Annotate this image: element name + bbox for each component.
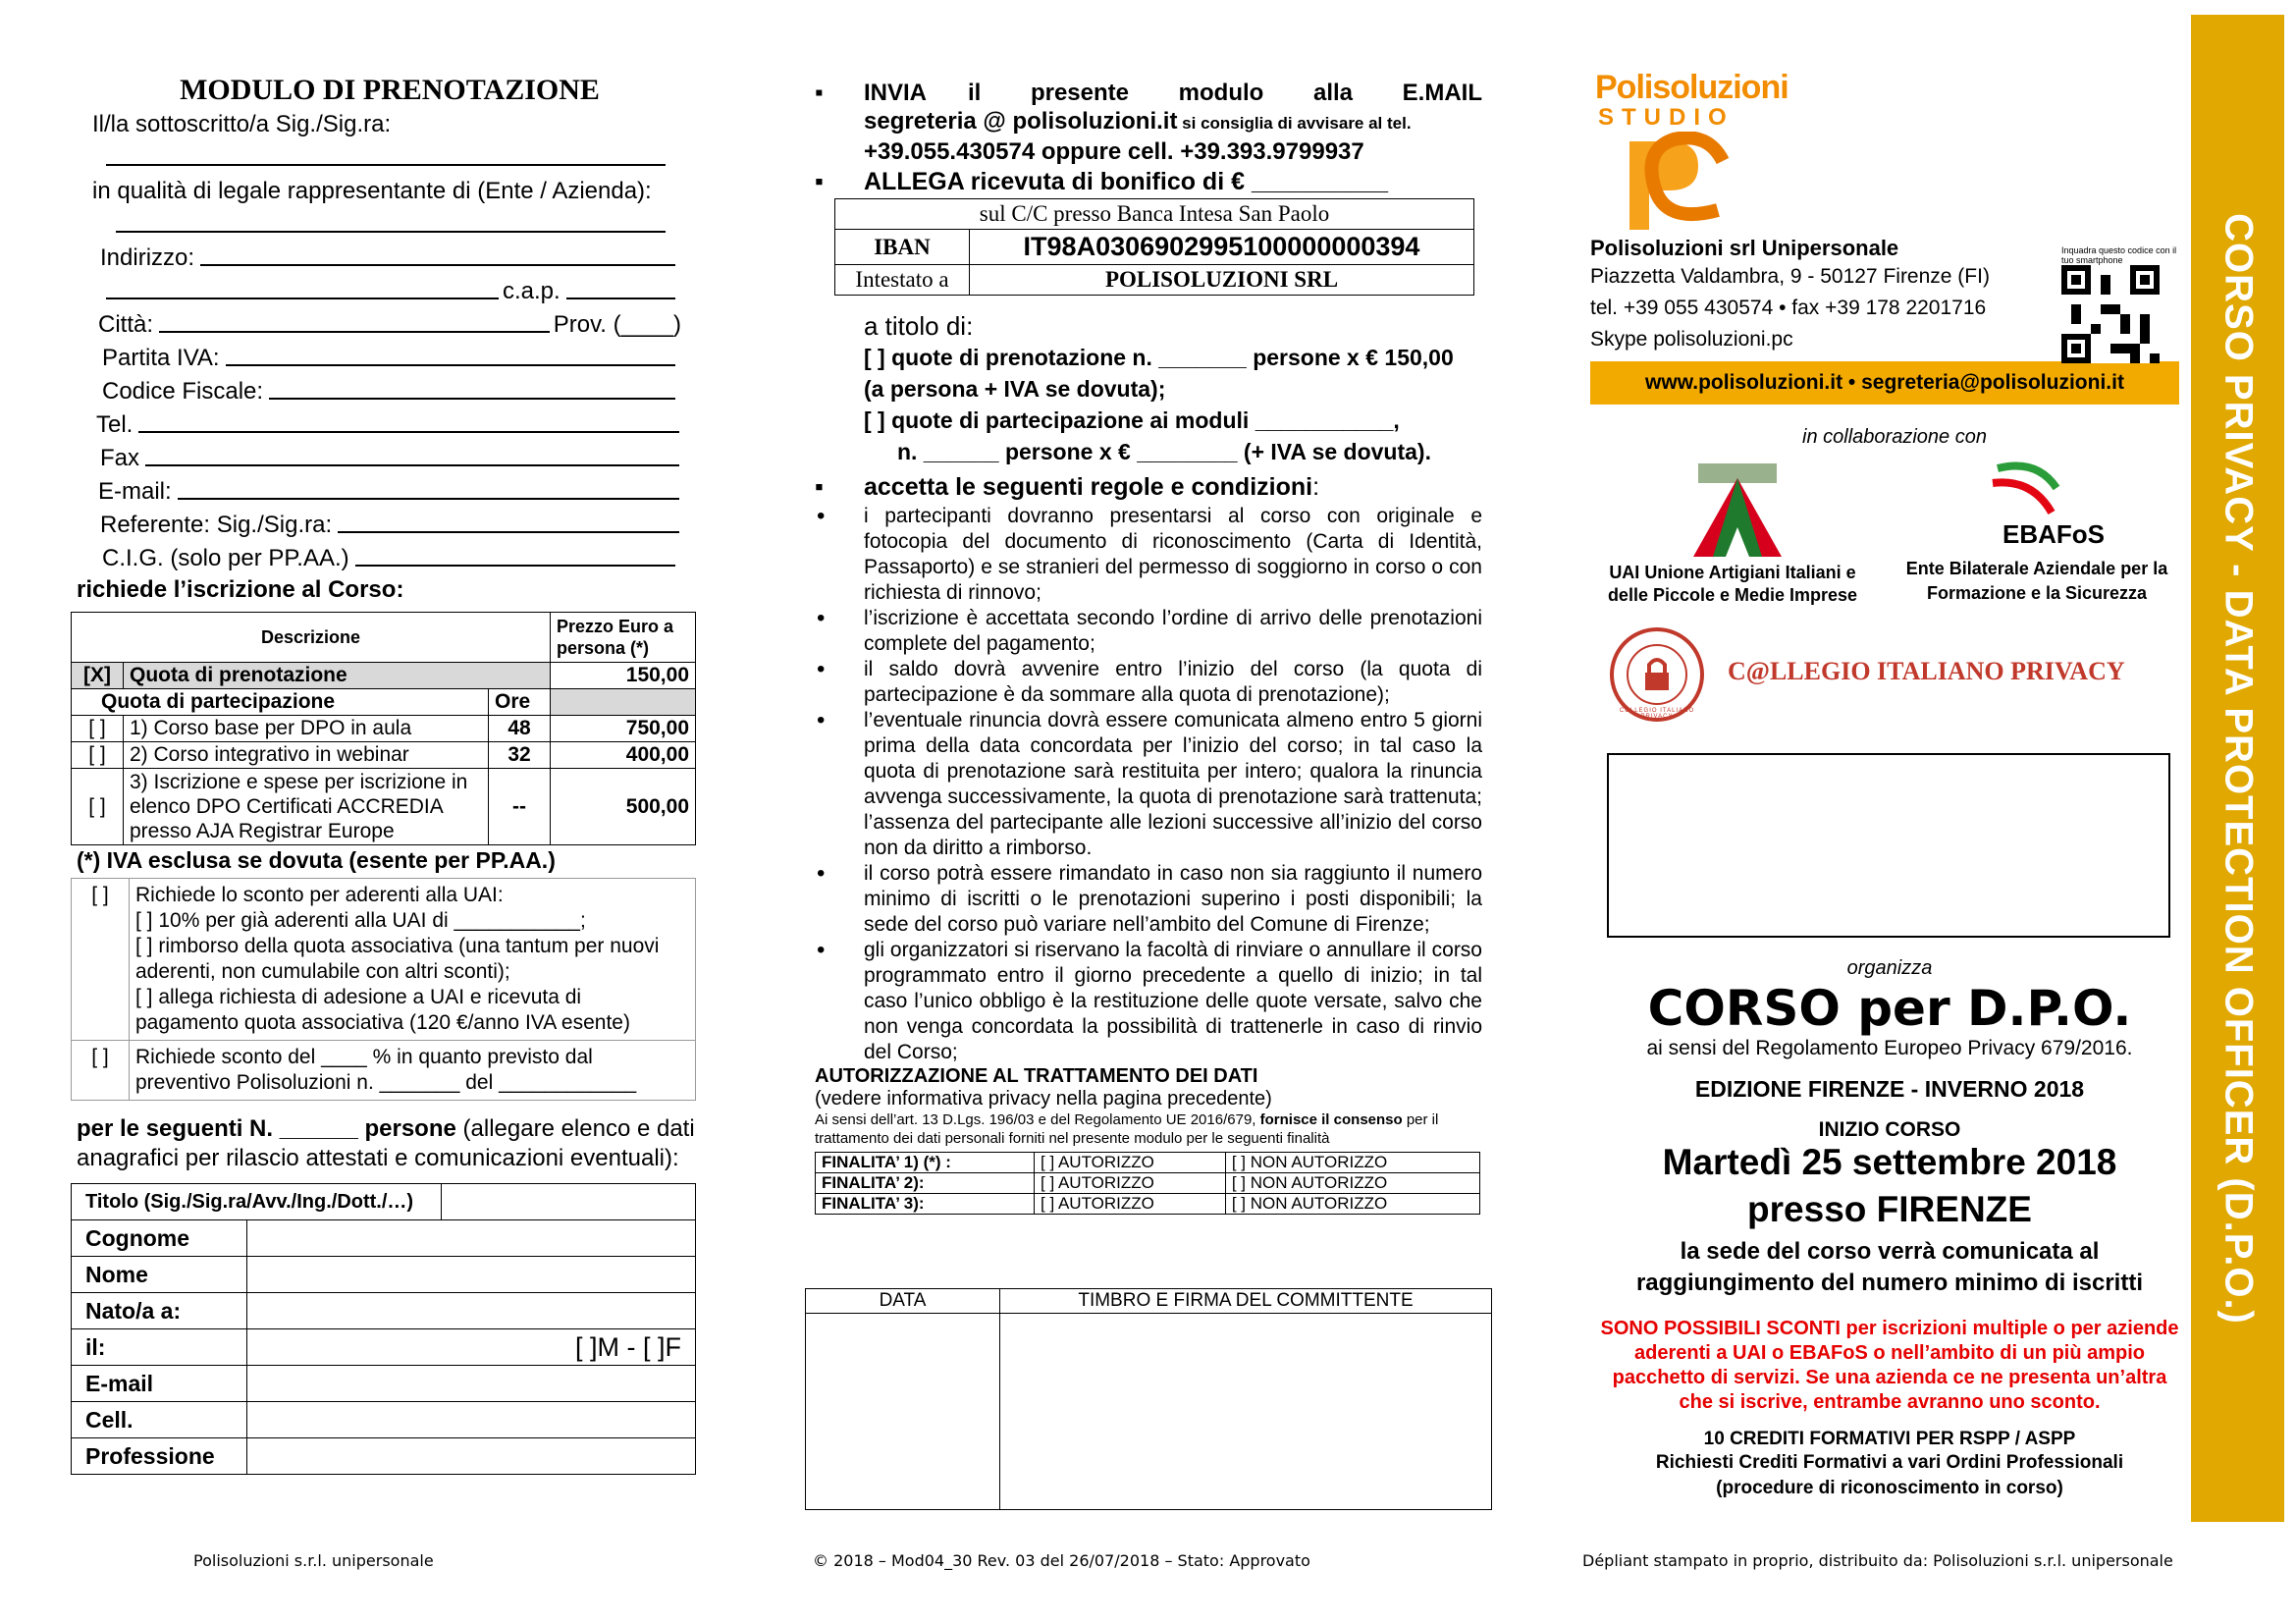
deny-checkbox[interactable]: [ ] NON AUTORIZZO [1225,1153,1479,1173]
persons-label: per le seguenti N. ______ persone (allegare elenco e dati anagrafici per rilascio attestati e comunicazioni eventuali): [77,1115,695,1171]
name-label: Nome [72,1257,247,1293]
footer-center: © 2018 – Mod04_30 Rev. 03 del 26/07/2018 – Stato: Approvato [813,1551,1310,1570]
authorize-checkbox[interactable]: [ ] AUTORIZZO [1035,1153,1226,1173]
vat-field[interactable]: Partita IVA: [71,339,679,372]
company-address: Piazzetta Valdambra, 9 - 50127 Firenze (FI) [1590,265,1990,288]
ebafos-logo-text: EBAFoS [2002,519,2105,549]
cell-label: Cell. [72,1402,247,1438]
course-regulation: ai sensi del Regolamento Europeo Privacy 679/2016. [1646,1037,2133,1059]
website-bar[interactable]: www.polisoluzioni.it • segreteria@polisoluzioni.it [1590,361,2179,405]
company-phone: tel. +39 055 430574 • fax +39 178 2201716 [1590,297,1987,319]
attach-instructions: ▪ ALLEGA ricevuta di bonifico di € __________ [815,168,1482,196]
table-row [816,1194,1480,1215]
qr-code [2061,245,2177,368]
rule-item: • il corso potrà essere rimandato in caso non sia raggiunto il numero minimo di iscritti o le prenotazioni superino i posti disponibili; la sede del corso può variare nell’ambito del Comune di Firenze; [815,861,1482,938]
form-title: MODULO DI PRENOTAZIONE [180,74,600,106]
booking-price: 150,00 [551,663,696,689]
row-hours: 48 [489,716,551,742]
purpose-label: FINALITA’ 2): [816,1173,1035,1194]
birthplace-label: Nato/a a: [72,1293,247,1329]
price-table [71,612,696,845]
collegio-seal-text: COLLEGIO ITALIANO PRIVACY [1619,708,1695,720]
course-title: CORSO per D.P.O. [1647,980,2132,1037]
address-field[interactable]: Indirizzo: [71,239,679,272]
purpose-label: FINALITA’ 1) (*) : [816,1153,1035,1173]
payment-options [864,342,1482,467]
course-edition: EDIZIONE FIRENZE - INVERNO 2018 [1694,1076,2085,1102]
profession-label: Professione [72,1438,247,1475]
qr-caption: Inquadra questo codice con il tuo smartphone [2061,245,2177,265]
legal-rep-label: in qualità di legale rappresentante di (Ente / Azienda): [92,178,652,204]
holder-value: POLISOLUZIONI SRL [970,265,1474,296]
cap-field[interactable]: c.a.p. [71,272,679,305]
uai-join-option[interactable]: [ ] allega richiesta di adesione a UAI e ricevuta di pagamento quota associativa (120 €/anno IVA esente) [135,986,630,1034]
title-field[interactable]: Titolo (Sig./Sig.ra/Avv./Ing./Dott./…) [72,1184,442,1220]
uai-logo-icon [1679,459,1796,562]
uai-discount-label: Richiede lo sconto per aderenti alla UAI: [135,884,504,906]
cell-field[interactable] [247,1402,696,1438]
course-location-note: la sede del corso verrà comunicata al raggiungimento del numero minimo di iscritti [1635,1238,2144,1296]
course-start-label: INIZIO CORSO [1818,1118,1961,1141]
referent-field[interactable]: Referente: Sig./Sig.ra: [71,506,683,539]
partners [1590,449,2199,625]
side-title: CORSO PRIVACY - DATA PROTECTION OFFICER (D.P.O.) [2216,212,2260,1325]
stamp-header: TIMBRO E FIRMA DEL COMMITTENTE [1000,1289,1492,1314]
payment-title: a titolo di: [864,311,974,341]
fax-field[interactable]: Fax [71,439,683,472]
gender-field[interactable]: [ ]M - [ ]F [247,1329,696,1366]
signature-table [805,1288,1492,1510]
course-flyer [1590,69,2199,1501]
row-checkbox[interactable]: [ ] [72,716,124,742]
participation-label: Quota di partecipazione [72,689,489,716]
bank-name: sul C/C presso Banca Intesa San Paolo [835,199,1474,230]
email-field[interactable]: E-mail: [71,472,683,506]
collab-label: in collaborazione con [1802,426,1987,448]
side-title-bar [2191,15,2284,1522]
course-date: Martedì 25 settembre 2018 [1662,1142,2117,1182]
privacy-title: AUTORIZZAZIONE AL TRATTAMENTO DEI DATI [815,1065,1258,1087]
signature-field[interactable] [1000,1314,1492,1510]
iban-value: IT98A0306902995100000000394 [970,230,1474,265]
rule-item: • l’iscrizione è accettata secondo l’ordine di arrivo delle prenotazioni complete del pagamento; [815,606,1482,657]
booking-form [71,74,709,1475]
table-row [816,1153,1480,1173]
name-field[interactable] [247,1257,696,1293]
booking-payment-note: (a persona + IVA se dovuta); [864,376,1166,402]
iban-label: IBAN [835,230,970,265]
ebafos-name: Ente Bilaterale Aziendale per la Formazione e la Sicurezza [1905,559,2168,603]
row-price: 500,00 [551,769,696,845]
purpose-label: FINALITA’ 3): [816,1194,1035,1215]
person-email-label: E-mail [72,1366,247,1402]
row-checkbox[interactable]: [ ] [72,769,124,845]
birthplace-field[interactable] [247,1293,696,1329]
table-row [72,716,696,742]
rule-item: • il saldo dovrà avvenire entro l’inizio del corso (la quota di partecipazione è da sommare alla quota di prenotazione); [815,657,1482,708]
row-price: 750,00 [551,716,696,742]
request-label: richiede l’iscrizione al Corso: [77,576,404,603]
tel-field[interactable]: Tel. [71,406,683,439]
subscriber-field[interactable] [71,138,669,172]
deny-checkbox[interactable]: [ ] NON AUTORIZZO [1225,1194,1479,1215]
collegio-logo [1590,625,2199,733]
header-price: Prezzo Euro a persona (*) [551,613,696,663]
rule-item: • gli organizzatori si riservano la facoltà di rinviare o annullare il corso programmato entro il giorno precedente a quello di inizio; in tal caso l’unico obbligo è la restituzione delle quote versate, salvo che non venga concordata la possibilità di trattenerle in caso di rinvio del Corso; [815,938,1482,1065]
authorize-checkbox[interactable]: [ ] AUTORIZZO [1035,1194,1226,1215]
surname-label: Cognome [72,1220,247,1257]
course-place: presso FIRENZE [1747,1189,2032,1229]
row-description: 1) Corso base per DPO in aula [124,716,489,742]
discount-notice: SONO POSSIBILI SCONTI per iscrizioni multiple o per aziende aderenti a UAI o EBAFoS o nell’ambito di un più ampio pacchetto di servizi. Se una azienda ce ne presenta un’altra che si iscrive, entrambe avranno uno sconto. [1600,1318,2179,1413]
row-hours: 32 [489,742,551,769]
collegio-name: C@LLEGIO ITALIANO PRIVACY [1728,657,2125,685]
vat-note: (*) IVA esclusa se dovuta (esente per PP.AA.) [77,847,556,873]
bank-table [834,198,1474,296]
deny-checkbox[interactable]: [ ] NON AUTORIZZO [1225,1173,1479,1194]
send-instructions: ▪ INVIA il presente modulo alla E.MAIL segreteria @ polisoluzioni.it si consiglia di avvisare al tel. +39.055.430574 oppure cell. +39.393.9799937 [815,79,1482,166]
row-description: 2) Corso integrativo in webinar [124,742,489,769]
rules-list [815,504,1482,1065]
city-field[interactable]: Città: Prov. (____) [98,311,681,338]
booking-payment-option[interactable]: [ ] quote di prenotazione n. _______ persone x € 150,00 [864,345,1454,370]
company-skype: Skype polisoluzioni.pc [1590,328,1793,351]
participation-payment-option[interactable]: [ ] quote di partecipazione ai moduli ___________, [864,407,1400,433]
rules-title: ▪ accetta le seguenti regole e condizioni: [815,473,1482,502]
uai-refund-option[interactable]: [ ] rimborso della quota associativa (una tantum per nuovi aderenti, non cumulabile con altri sconti); [135,935,660,983]
birthdate-label: il: [72,1329,247,1366]
quote-discount-checkbox[interactable]: [ ] [72,1041,130,1101]
logo-studio: STUDIO [1598,104,1735,131]
row-hours: -- [489,769,551,845]
holder-label: Intestato a [835,265,970,296]
credits-title: 10 CREDITI FORMATIVI PER RSPP / ASPP [1703,1429,2076,1449]
tax-code-field[interactable]: Codice Fiscale: [71,372,679,406]
table-row [816,1173,1480,1194]
instructions-column [815,79,1482,1215]
company-field[interactable] [71,205,669,239]
table-row [72,769,696,845]
persons-table [71,1183,696,1475]
participation-payment-note: n. ______ persone x € ________ (+ IVA se dovuta). [897,439,1431,464]
organizza-label: organizza [1846,957,1933,979]
polisoluzioni-logo [1590,69,2199,236]
rule-item: • l’eventuale rinuncia dovrà essere comunicata almeno entro 5 giorni prima della data concordata per l’inizio del corso; in tal caso la quota di prenotazione sarà restituita per intero; qualora la rinuncia avvenga successivamente, la quota di prenotazione sarà trattenuta; l’assenza del partecipante alle lezioni successive all’inizio del corso non da diritto a rimborso. [815,708,1482,861]
uai-discount-checkbox[interactable]: [ ] [72,879,130,1041]
header-hours: Ore [489,689,551,716]
profession-field[interactable] [247,1438,696,1475]
subscriber-label: Il/la sottoscritto/a Sig./Sig.ra: [92,111,392,137]
booking-checkbox[interactable]: [X] [72,663,124,689]
person-email-field[interactable] [247,1366,696,1402]
address-label-box[interactable] [1607,753,2170,938]
footer-left: Polisoluzioni s.r.l. unipersonale [193,1551,434,1570]
row-description: 3) Iscrizione e spese per iscrizione in elenco DPO Certificati ACCREDIA presso AJA Registrar Europe [124,769,489,845]
company-name: Polisoluzioni srl Unipersonale [1590,236,1899,260]
uai-name: UAI Unione Artigiani Italiani e delle Piccole e Medie Imprese [1607,563,1858,605]
row-price: 400,00 [551,742,696,769]
rule-item: • i partecipanti dovranno presentarsi al corso con originale e fotocopia del documento di riconoscimento (Carta di Identità, Passaporto) e se stranieri del permesso di soggiorno in corso o con richiesta di rinnovo; [815,504,1482,606]
privacy-sub: (vedere informativa privacy nella pagina precedente) [815,1088,1272,1110]
date-field[interactable] [806,1314,1000,1510]
cig-field[interactable]: C.I.G. (solo per PP.AA.) [71,539,679,572]
table-row [72,742,696,769]
credits-note: (procedure di riconoscimento in corso) [1716,1478,2063,1498]
consent-table [815,1152,1480,1215]
quote-discount-label: Richiede sconto del ____ % in quanto previsto dal preventivo Polisoluzioni n. _______ del ____________ [130,1041,696,1101]
ebafos-logo-icon [1983,459,2081,527]
surname-field[interactable] [247,1220,696,1257]
credits-desc: Richiesti Crediti Formativi a vari Ordini Professionali [1655,1452,2124,1473]
row-checkbox[interactable]: [ ] [72,742,124,769]
qr-code-icon [2061,265,2160,363]
privacy-consent-text: Ai sensi dell’art. 13 D.Lgs. 196/03 e del Regolamento UE 2016/679, fornisce il consenso per il trattamento dei dati personali forniti nel presente modulo per le seguenti finalità [815,1111,1439,1147]
footer-right: Dépliant stampato in proprio, distribuito da: Polisoluzioni s.r.l. unipersonale [1582,1551,2173,1570]
booking-label: Quota di prenotazione [124,663,551,689]
discount-table [71,878,696,1101]
date-header: DATA [806,1289,1000,1314]
uai-member-option[interactable]: [ ] 10% per già aderenti alla UAI di ___________; [135,909,586,932]
pc-logo-icon [1600,132,1737,235]
logo-text: Polisoluzioni [1595,69,1789,106]
authorize-checkbox[interactable]: [ ] AUTORIZZO [1035,1173,1226,1194]
header-description: Descrizione [72,613,551,663]
